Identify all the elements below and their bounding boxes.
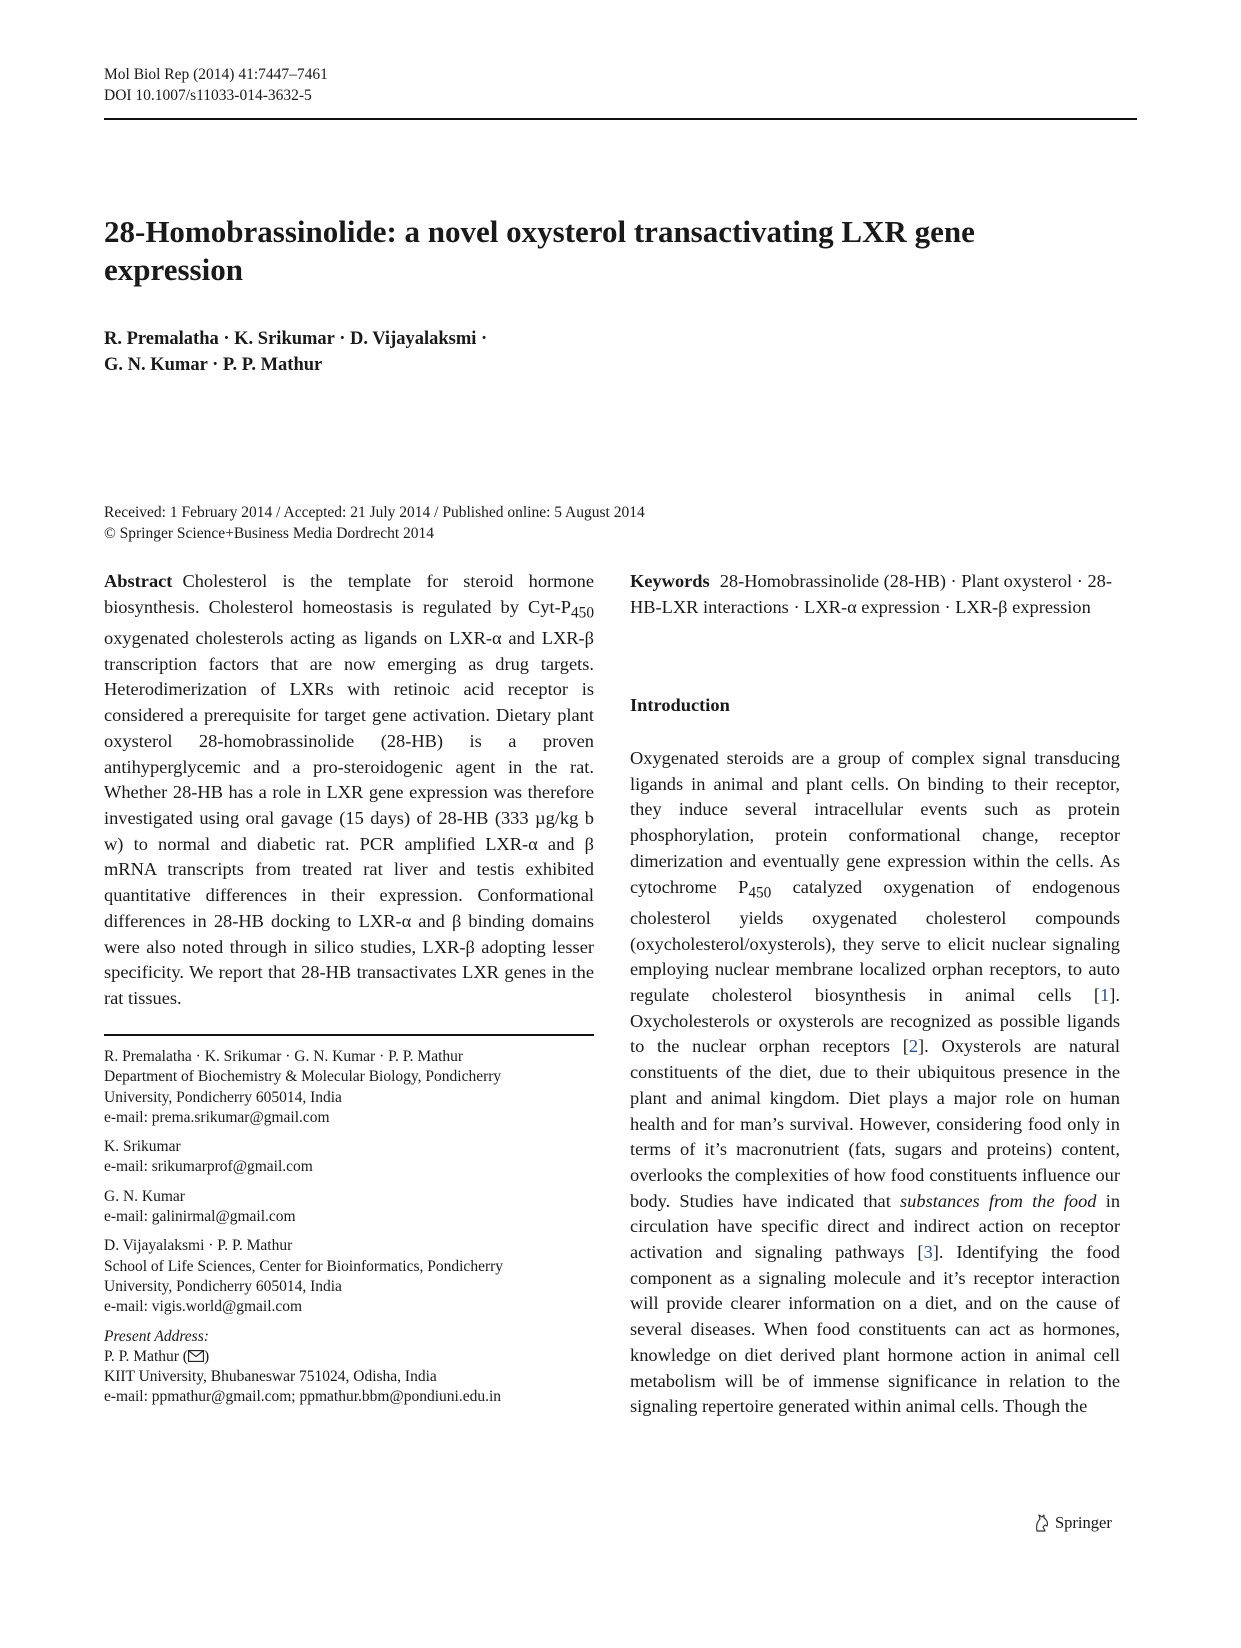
affiliation-block [104,1236,604,1317]
introduction-body [630,746,1120,1420]
affiliation-names: K. Srikumar [104,1138,181,1156]
affiliation-names: R. Premalatha · K. Srikumar · G. N. Kumar · P. P. Mathur [104,1048,464,1065]
affiliation-dept: School of Life Sciences, Center for Bioinformatics, Pondicherry [104,1257,504,1275]
journal-citation [104,64,328,106]
affiliation-email[interactable]: e-mail: prema.srikumar@gmail.com [104,1108,330,1126]
intro-text: ]. Oxysterols are natural constituents of the diet, due to their ubiquitous presence in the plant and animal kingdom. Diet plays a major role on human health and for man’s survival. However, considering food only in terms of it’s macronutrient (fats, sugars and proteins) content, overlooks the complexities of how food constituents influence our body. Studies have indicated that [630,1036,1120,1211]
intro-text: ]. Identifying the food component as a signaling molecule and it’s receptor interaction will provide clearer information on a diet, and on the cause of several diseases. When food constituents can act as hormones, knowledge on diet derived plant hormone action in animal cell metabolism will be of immense significance in relation to the signaling repertoire generated within animal cells. Though the [630,1242,1120,1417]
present-address-label: Present Address: [104,1327,209,1345]
affiliation-rule [104,1034,594,1036]
intro-text: ]. Oxycholesterols or oxysterols are recognized as possible ligands to the nuclear orphan receptors [ [630,985,1120,1057]
corresponding-author-close: ) [203,1347,210,1365]
present-address: KIIT University, Bhubaneswar 751024, Odisha, India [104,1368,437,1386]
present-address-block [104,1327,604,1408]
corresponding-author [104,1347,604,1367]
citation-link[interactable]: 1 [1100,985,1110,1005]
intro-emphasis: substances from the food [900,1190,1097,1211]
intro-text: in circulation have specific direct and indirect action on receptor activation and signaling pathways [ [630,1190,1121,1263]
author-list [104,326,487,378]
affiliation-dept: Department of Biochemistry & Molecular Biology, Pondicherry [104,1068,502,1086]
affiliation-names: D. Vijayalaksmi · P. P. Mathur [104,1237,293,1255]
intro-text: Oxygenated steroids are a group of complex signal transducing ligands in animal and plant cells. On binding to their receptor, they induce several intracellular events such as protein phosphorylation, protein conformational change, receptor dimerization and eventually gene expression within the cells. As cytochrome P [630,748,1120,897]
envelope-icon [188,1350,204,1362]
abstract [104,569,594,1012]
introduction-heading: Introduction [630,695,730,715]
article-title: 28-Homobrassinolide: a novel oxysterol transactivating LXR gene expression [104,214,975,287]
author-line-2: G. N. Kumar · P. P. Mathur [104,355,323,375]
springer-horse-icon [1033,1513,1051,1533]
affiliations [104,1047,604,1417]
abstract-label: Abstract [104,571,173,591]
affiliation-email[interactable]: e-mail: vigis.world@gmail.com [104,1298,303,1316]
author-line-1: R. Premalatha · K. Srikumar · D. Vijayalaksmi · [104,329,488,349]
abstract-subscript: 450 [571,604,594,622]
affiliation-univ: University, Pondicherry 605014, India [104,1088,342,1106]
intro-subscript: 450 [748,884,772,902]
abstract-text-2: oxygenated cholesterols acting as ligands on LXR-α and LXR-β transcription factors that are now emerging as drug targets. Heterodimerization of LXRs with retinoic acid receptor is considered a prerequisite for target gene activation. Dietary plant oxysterol 28-homobrassinolide (28-HB) is a proven antihyperglycemic and a pro-steroidogenic agent in the rat. Whether 28-HB has a role in LXR gene expression was therefore investigated using oral gavage (15 days) of 28-HB (333 µg/kg b w) to normal and diabetic rat. PCR amplified LXR-α and β mRNA transcripts from treated rat liver and testis exhibited quantitative differences in their expression. Conformational differences in 28-HB docking to LXR-α and β binding domains were also noted through in silico studies, LXR-β adopting lesser specificity. We report that 28-HB transactivates LXR genes in the rat tissues. [104,628,594,1008]
affiliation-univ: University, Pondicherry 605014, India [104,1277,342,1295]
affiliation-names: G. N. Kumar [104,1187,185,1205]
article-history [104,502,645,544]
affiliation-email[interactable]: e-mail: srikumarprof@gmail.com [104,1158,313,1176]
corresponding-author-name: P. P. Mathur ( [104,1347,188,1365]
keywords-label: Keywords [630,571,710,591]
affiliation-email[interactable]: e-mail: galinirmal@gmail.com [104,1208,296,1226]
citation-link[interactable]: 3 [923,1242,933,1263]
journal-line: Mol Biol Rep (2014) 41:7447–7461 [104,66,328,83]
history-line: Received: 1 February 2014 / Accepted: 21 July 2014 / Published online: 5 August 2014 [104,504,645,521]
publisher-name: Springer [1055,1513,1112,1532]
keywords [630,569,1120,620]
affiliation-block [104,1047,604,1128]
intro-text: catalyzed oxygenation of endogenous cholesterol yields oxygenated cholesterol compounds (oxycholesterol/oxysterols), they serve to elicit nuclear signaling employing nuclear membrane localized orphan receptors, to auto regulate cholesterol biosynthesis in animal cells [ [630,876,1120,1005]
affiliation-block [104,1137,604,1178]
header-rule [104,118,1137,120]
copyright-line: © Springer Science+Business Media Dordrecht 2014 [104,525,435,542]
abstract-text-1: Cholesterol is the template for steroid hormone biosynthesis. Cholesterol homeostasis is regulated by Cyt-P [104,571,594,617]
publisher-mark [1033,1513,1112,1533]
doi-line: DOI 10.1007/s11033-014-3632-5 [104,87,312,104]
keywords-text: 28-Homobrassinolide (28-HB) · Plant oxysterol · 28-HB-LXR interactions · LXR-α expression · LXR-β expression [630,571,1112,617]
citation-link[interactable]: 2 [908,1036,919,1057]
affiliation-block [104,1187,604,1228]
present-address-email[interactable]: e-mail: ppmathur@gmail.com; ppmathur.bbm@pondiuni.edu.in [104,1388,502,1406]
